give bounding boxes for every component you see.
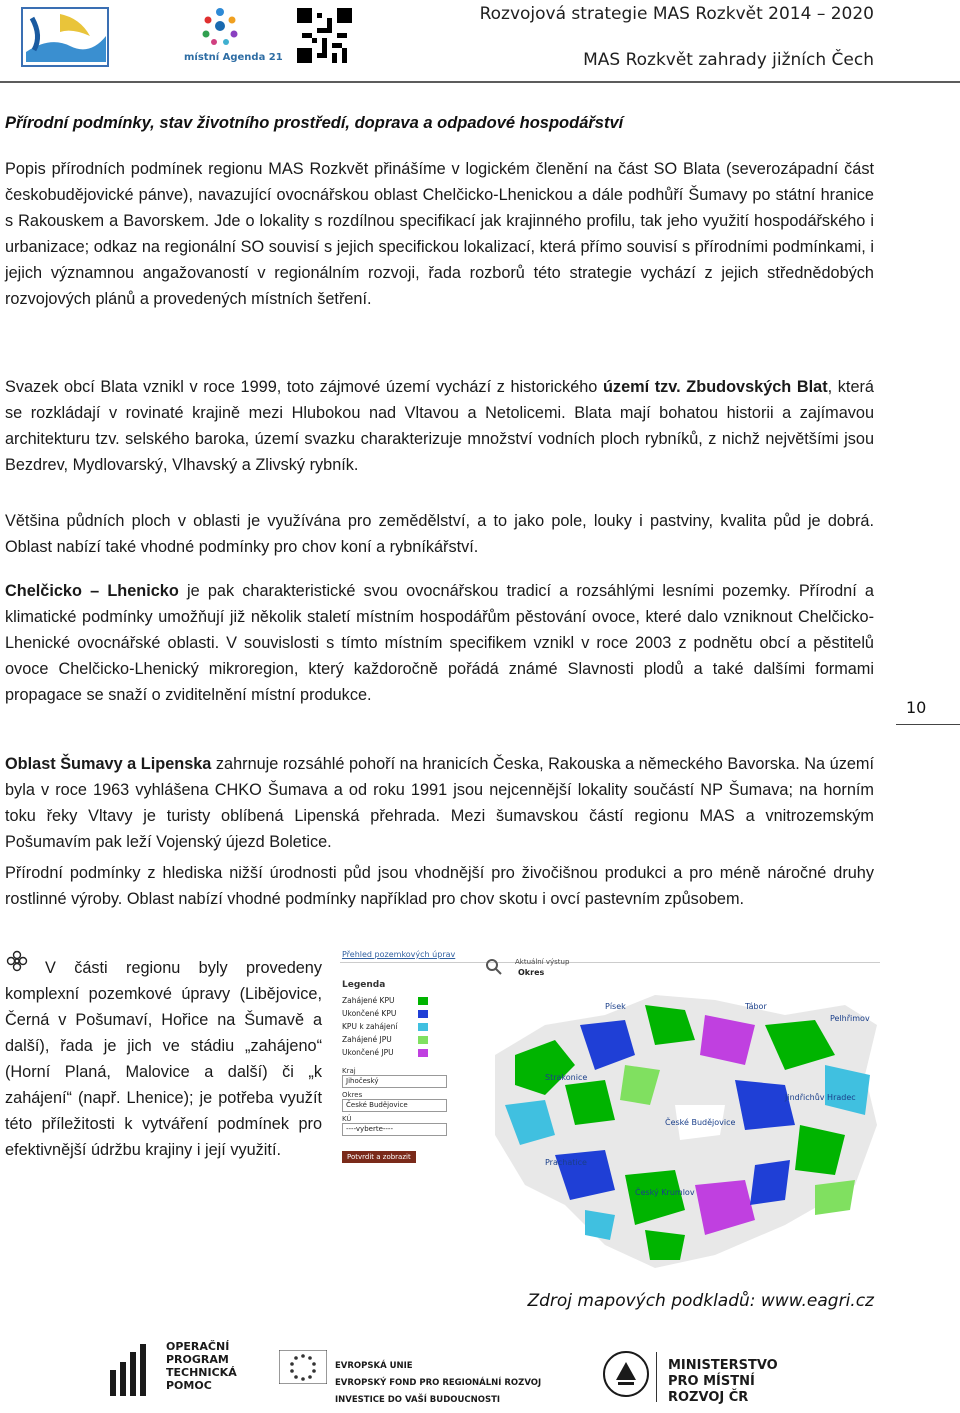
map-legend-label: Zahájené KPU: [342, 996, 395, 1005]
map-legend-label: KPU k zahájení: [342, 1022, 398, 1031]
agenda21-icon: [200, 6, 240, 48]
map-place-prachatice: Prachatice: [545, 1158, 587, 1167]
map-canvas[interactable]: [485, 985, 880, 1268]
paragraph-sumava-bold: Oblast Šumavy a Lipenska: [5, 755, 212, 773]
footer-mmr-line-2: PRO MÍSTNÍ: [668, 1374, 755, 1389]
map-place-ceske-budejovice: České Budějovice: [665, 1118, 736, 1127]
map-place-strakonice: Strakonice: [545, 1073, 588, 1082]
map-caption: Zdroj mapových podkladů: www.eagri.cz: [527, 1291, 874, 1311]
map-place-jindrichuv-hradec: Jindřichův Hradec: [785, 1093, 856, 1102]
map-legend-item: [342, 1046, 477, 1059]
map-header-rule: [340, 962, 880, 963]
map-legend-label: Ukončené KPU: [342, 1009, 397, 1018]
footer-op-line-1: OPERAČNÍ: [166, 1340, 230, 1353]
paragraph-chelcicko: [5, 578, 874, 708]
paragraph-land-consolidation: V části regionu byly provedeny komplexní pozemkové úpravy (Libějovice, Černá v Pošumaví, Hořice na Šumavě a další), řada je jich ve stádiu „zahájeno“ (Horní Planá, Malovice a další) či „k zahájení“ (např. Lhenice); je potřeba využít této příležitosti k vytváření podmínek pro efektivnější údržbu krajiny i její využití.: [5, 959, 322, 1159]
map-okres-select[interactable]: České Budějovice: [342, 1099, 447, 1112]
page-number: 10: [906, 698, 927, 717]
section-heading: Přírodní podmínky, stav životního prostředí, doprava a odpadové hospodářství: [5, 114, 624, 132]
footer-mmr-line-1: MINISTERSTVO: [668, 1358, 778, 1373]
map-legend-swatch: [418, 1036, 428, 1044]
map-ku-select[interactable]: ----vyberte----: [342, 1123, 447, 1136]
map-place-pisek: Písek: [605, 1002, 626, 1011]
paragraph-sumava: [5, 751, 874, 855]
map-legend-item: [342, 1033, 477, 1046]
paragraph-blata-text-a: Svazek obcí Blata vznikl v roce 1999, toto zájmové území vychází z historického: [5, 378, 603, 396]
footer-op-line-4: POMOC: [166, 1379, 212, 1392]
map-submit-button[interactable]: Potvrdit a zobrazit: [342, 1151, 416, 1163]
paragraph-chelcicko-text: je pak charakteristické svou ovocnářskou tradicí a rozsáhlými lesními pozemky. Přírodní a klimatické podmínky umožňují již několik staletí místním hospodářům pěstování ovoce, které dalo vzniknout Chelčicko-Lhenické ovocnářské oblasti. V souvislosti s tímto místním specifikem vznikl v roce 2003 z podnětu obcí a pěstitelů ovoce Chelčicko-Lhenický mikroregion, který každoročně pořádá známé Slavnosti plodů a také dalšími formami propagace se snaží o zviditelnění místní produkce.: [5, 582, 874, 704]
map-legend-title: Legenda: [342, 980, 386, 990]
paragraph-intro: Popis přírodních podmínek regionu MAS Rozkvět přinášíme v logickém členění na část SO Blata (severozápadní část českobudějovické pánve), navazující ovocnářskou oblast Chelčicko-Lhenickou a dále podhůří Šumavy po státní hranice s Rakouskem a Bavorskem. Jde o lokality s rozdílnou specifikací jak krajinného profilu, tak jeho využití hospodářského i urbanizace; odkaz na regionální SO souvisí s jejich specifickou lokalizací, která přímo souvisí s přírodními podmínkami, i jejich významnou angažovaností v regionálním rozvoji, řada rozborů této strategie vychází z jejich střednědobých rozvojových plánů a provedených místních šetření.: [5, 160, 874, 308]
qr-code-icon: [297, 8, 352, 63]
footer-eu-line-1: EVROPSKÁ UNIE: [335, 1361, 413, 1371]
land-consolidation-map: [340, 950, 880, 1268]
mas-rozkvet-logo: [20, 6, 110, 68]
header-subtitle: MAS Rozkvět zahrady jižních Čech: [583, 50, 874, 70]
mmr-logo-icon: [602, 1350, 650, 1398]
map-kraj-label: Kraj: [342, 1067, 356, 1075]
paragraph-soil: Většina půdních ploch v oblasti je využívána pro zemědělství, a to jako pole, louky i pastviny, kvalita půd je dobrá. Oblast nabízí také vhodné podmínky pro chov koní a rybníkářství.: [5, 512, 874, 556]
map-place-tabor: Tábor: [745, 1002, 767, 1011]
op-tp-logo-icon: [106, 1340, 156, 1400]
footer-eu-text: [335, 1358, 541, 1409]
footer-eu-line-3: INVESTICE DO VAŠÍ BUDOUCNOSTI: [335, 1395, 501, 1405]
map-legend-label: Zahájené JPU: [342, 1035, 392, 1044]
footer-mmr-divider: [656, 1352, 657, 1402]
map-place-cesky-krumlov: Český Krumlov: [635, 1188, 695, 1197]
footer-op-text: [166, 1340, 237, 1392]
eu-flag-icon: [279, 1350, 327, 1384]
map-legend-label: Ukončené JPU: [342, 1048, 394, 1057]
header-title: Rozvojová strategie MAS Rozkvět 2014 – 2020: [479, 4, 874, 24]
map-current-view-label: Aktuální výstup: [515, 958, 570, 966]
header-divider: [0, 81, 960, 83]
map-current-view-value: Okres: [518, 968, 545, 977]
footer-mmr-text: [668, 1358, 778, 1406]
page-number-rule: [896, 724, 960, 725]
map-legend-item: [342, 1007, 477, 1020]
map-okres-label: Okres: [342, 1091, 363, 1099]
paragraph-blata: [5, 374, 874, 478]
map-zoom-icon[interactable]: [485, 958, 503, 976]
map-legend-swatch: [418, 1049, 428, 1057]
map-sidebar: [342, 980, 477, 1164]
map-legend-item: [342, 1020, 477, 1033]
footer-op-line-2: PROGRAM: [166, 1353, 229, 1366]
paragraph-sumava-text: zahrnuje rozsáhlé pohoří na hranicích Česka, Rakouska a německého Bavorska. Na území byla v roce 1963 vyhlášena CHKO Šumava a od roku 1991 jsou nejcennější lokality součástí NP Šumava; na horním toku řeky Vltavy je turisty oblíbená Lipenská přehrada. Mezi šumavskou částí regionu MAS a vnitrozemským Pošumavím pak leží Vojenský újezd Boletice.: [5, 755, 874, 851]
map-header: Přehled pozemkových úprav: [342, 950, 456, 959]
map-legend-swatch: [418, 1023, 428, 1031]
paragraph-conditions: Přírodní podmínky z hlediska nižší úrodnosti půd jsou vhodnější pro živočišnou produkci a pro méně náročné druhy rostlinné výroby. Oblast nabízí vhodné podmínky například pro chov skotu i ovcí pastevním způsobem.: [5, 864, 874, 908]
paragraph-blata-text-c: , která se rozkládají v rovinaté krajině mezi Hlubokou nad Vltavou a Netolicemi. Blata mají bohatou historii a zajímavou architekturu tzv. selského baroka, území svazku charakterizuje množství vodních ploch rybníků, z nichž největšími jsou Bezdrev, Mydlovarský, Vlhavský a Zlivský rybník.: [5, 378, 874, 474]
footer-mmr-line-3: ROZVOJ ČR: [668, 1390, 749, 1405]
map-legend-swatch: [418, 997, 428, 1005]
footer-eu-line-2: EVROPSKÝ FOND PRO REGIONÁLNÍ ROZVOJ: [335, 1378, 542, 1388]
paragraph-blata-bold: území tzv. Zbudovských Blat: [602, 378, 828, 396]
paragraph-chelcicko-bold: Chelčicko – Lhenicko: [5, 582, 179, 600]
map-kraj-select[interactable]: Jihočeský: [342, 1075, 447, 1088]
map-ku-label: KÚ: [342, 1115, 352, 1123]
footer-op-line-3: TECHNICKÁ: [166, 1366, 237, 1379]
map-place-pelhrimov: Pelhřimov: [830, 1014, 870, 1023]
agenda21-label: místní Agenda 21: [184, 52, 283, 63]
map-legend-swatch: [418, 1010, 428, 1018]
map-legend: [342, 994, 477, 1059]
map-legend-item: [342, 994, 477, 1007]
